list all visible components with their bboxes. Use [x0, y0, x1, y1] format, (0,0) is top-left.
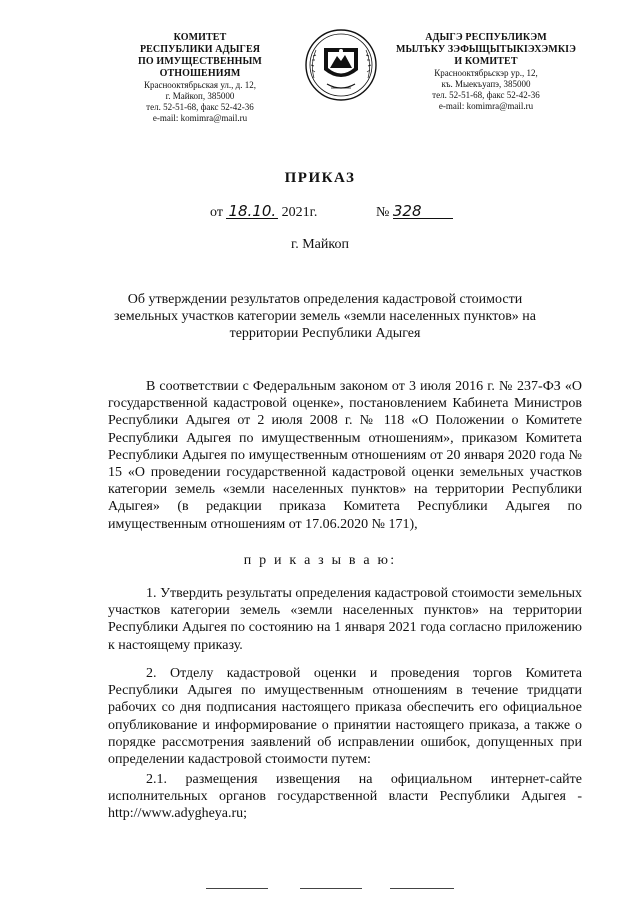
address-line: г. Майкоп, 385000 [165, 91, 235, 101]
footer-divider [206, 888, 268, 889]
header-left-block [100, 32, 300, 124]
org-name-line: АДЫГЭ РЕСПУБЛИКЭМ [425, 32, 547, 43]
document-subject: Об утверждении результатов определения кадастровой стоимости земельных участков категории земель «земли населенных пунктов» на территории Республики Адыгея [113, 292, 537, 341]
date-field [210, 204, 317, 221]
address-line: Краснооктябрьскэр ур., 12, [434, 68, 538, 78]
coat-of-arms-icon [304, 28, 378, 102]
item-2-paragraph: 2. Отделу кадастровой оценки и проведения торгов Комитета Республики Адыгея по имущественным отношениям в течение тридцати рабочих со дня подписания настоящего приказа обеспечить его официальное опубликование и информирование о принятии настоящего приказа, а также о порядке рассмотрения заявлений об исправлении ошибок, допущенных при определении кадастровой стоимости путем: [108, 666, 582, 768]
address-line: Краснооктябрьская ул., д. 12, [144, 80, 256, 90]
handwritten-number: 328 [393, 204, 453, 219]
header-right-block [386, 32, 586, 112]
document-title: ПРИКАЗ [284, 170, 356, 186]
org-name-line: И КОМИТЕТ [454, 56, 518, 67]
email-line: e-mail: komimra@mail.ru [438, 101, 534, 111]
handwritten-date: 18.10. [228, 202, 277, 220]
date-prefix: от [210, 205, 223, 220]
org-name-line: КОМИТЕТ [173, 32, 227, 43]
date-year: 2021г. [281, 205, 318, 220]
address-line: къ. Мыекъуапэ, 385000 [441, 79, 531, 89]
preamble-paragraph: В соответствии с Федеральным законом от 3 июля 2016 г. № 237-ФЗ «О государственной кадастровой оценке», постановлением Кабинета Министров Республики Адыгея от 2 июля 2008 г. № 118 «О Положении о Комитете Республики Адыгея по имущественным отношениям», приказом Комитета Республики Адыгея по имущественным отношениям от 20 января 2020 года № 15 «О проведении государственной кадастровой оценки земельных участков категории земель «земли населенных пунктов» на территории Республики Адыгея» (в редакции приказа Комитета Республики Адыгея по имущественным отношениям от 17.06.2020 № 171), [108, 379, 582, 532]
number-prefix: № [376, 205, 390, 220]
footer-divider [390, 888, 454, 889]
org-name-line: МЫЛЪКУ ЗЭФЫЩЫТЫКIЭХЭМКIЭ [395, 44, 577, 55]
item-2-1-paragraph: 2.1. размещения извещения на официальном интернет-сайте исполнительных органов государственной власти Республики Адыгея - http://www.adygheya.ru; [108, 772, 582, 822]
phone-line: тел. 52-51-68, факс 52-42-36 [146, 102, 254, 112]
footer-divider [300, 888, 362, 889]
item-1-paragraph: 1. Утвердить результаты определения кадастровой стоимости земельных участков категории земель «земли населенных пунктов» на территории Республики Адыгея по состоянию на 1 января 2021 года согласно приложению к настоящему приказу. [108, 586, 582, 653]
number-field [376, 204, 453, 221]
order-word: п р и к а з ы в а ю: [243, 553, 397, 568]
city-line: г. Майкоп [291, 237, 349, 252]
org-name-line: ПО ИМУЩЕСТВЕННЫМ ОТНОШЕНИЯМ [138, 56, 262, 79]
phone-line: тел. 52-51-68, факс 52-42-36 [432, 90, 540, 100]
email-line: e-mail: komimra@mail.ru [152, 113, 248, 123]
org-name-line: РЕСПУБЛИКИ АДЫГЕЯ [139, 44, 261, 55]
